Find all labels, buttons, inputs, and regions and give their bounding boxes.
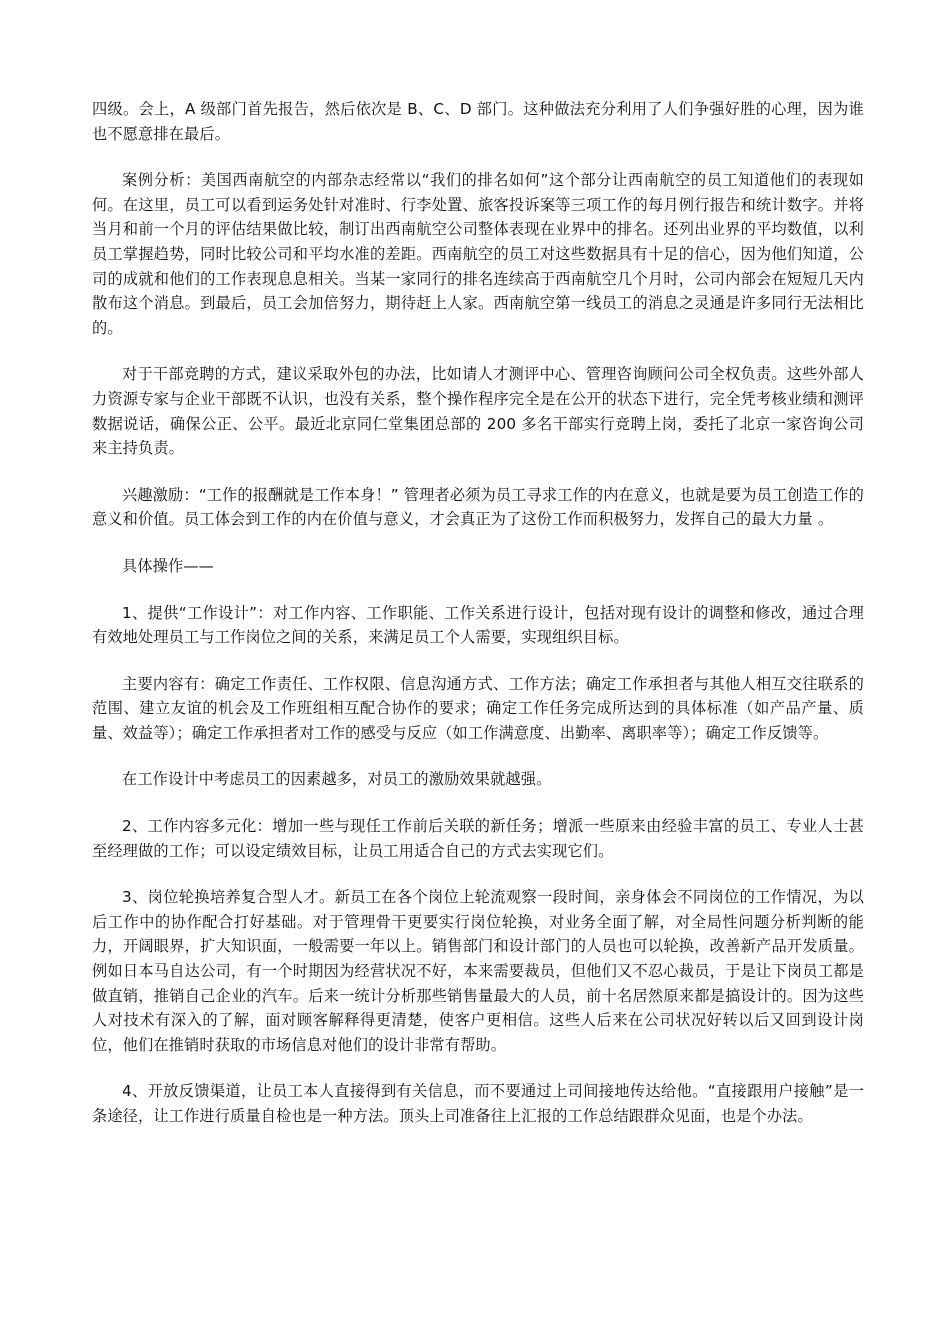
paragraph-design-factors: 在工作设计中考虑员工的因素越多，对员工的激励效果就越强。 — [122, 770, 552, 789]
paragraph-main-content: 主要内容有：确定工作责任、工作权限、信息沟通方式、工作方法；确定工作承担者与其他人相互交往联系的范围、建立友谊的机会及工作班组相互配合协作的要求；确定工作任务完成所达到的具体标准（如产品产量、质量、效益等）；确定工作承担者对工作的感受与反应（如工作满意度、出勤率、离职率等）；确定工作反馈等。 — [92, 674, 864, 742]
paragraph-diversified-work: 2、工作内容多元化：增加一些与现任工作前后关联的新任务；增派一些原来由经验丰富的员工、专业人士甚至经理做的工作；可以设定绩效目标，让员工用适合自己的方式去实现它们。 — [92, 817, 864, 860]
paragraph-cadre-competition: 对于干部竞聘的方式，建议采取外包的办法，比如请人才测评中心、管理咨询顾问公司全权负责。这些外部人力资源专家与企业干部既不认识，也没有关系，整个操作程序完全是在公开的状态下进行，完全凭考核业绩和测评数据说话，确保公正、公平。最近北京同仁堂集团总部的 200 多名干部实行竞聘上岗，委托了北京一家咨询公司来主持负责。 — [92, 365, 864, 458]
paragraph-case-analysis: 案例分析：美国西南航空的内部杂志经常以“我们的排名如何”这个部分让西南航空的员工知道他们的表现如何。在这里，员工可以看到运务处针对准时、行李处置、旅客投诉案等三项工作的每月例行报告和统计数字。并将当月和前一个月的评估结果做比较，制订出西南航空公司整体表现在业界中的排名。还列出业界的平均数值，以利员工掌握趋势，同时比较公司和平均水准的差距。西南航空的员工对这些数据具有十足的信心，因为他们知道，公司的成就和他们的工作表现息息相关。当某一家同行的排名连续高于西南航空几个月时，公司内部会在短短几天内散布这个消息。到最后，员工会加倍努力，期待赶上人家。西南航空第一线员工的消息之灵通是许多同行无法相比的。 — [92, 171, 864, 337]
document-page — [92, 97, 864, 1151]
paragraph-feedback-channels: 4、开放反馈渠道，让员工本人直接得到有关信息，而不要通过上司间接地传达给他。“直接跟用户接触”是一条途径，让工作进行质量自检也是一种方法。顶头上司准备往上汇报的工作总结跟群众见面，也是个办法。 — [92, 1082, 864, 1125]
paragraph-job-rotation: 3、岗位轮换培养复合型人才。新员工在各个岗位上轮流观察一段时间，亲身体会不同岗位的工作情况，为以后工作中的协作配合打好基础。对于管理骨干更要实行岗位轮换，对业务全面了解，对全局性问题分析判断的能力，开阔眼界，扩大知识面，一般需要一年以上。销售部门和设计部门的人员也可以轮换，改善新产品开发质量。例如日本马自达公司，有一个时期因为经营状况不好，本来需要裁员，但他们又不忍心裁员，于是让下岗员工都是做直销，推销自己企业的汽车。后来一统计分析那些销售量最大的人员，前十名居然原来都是搞设计的。因为这些人对技术有深入的了解，面对顾客解释得更清楚，使客户更相信。这些人后来在公司状况好转以后又回到设计岗位，他们在推销时获取的市场信息对他们的设计非常有帮助。 — [92, 888, 864, 1054]
paragraph-interest-motivation: 兴趣激励：“工作的报酬就是工作本身！” 管理者必须为员工寻求工作的内在意义，也就是要为员工创造工作的意义和价值。员工体会到工作的内在价值与意义，才会真正为了这份工作而积极努力，发挥自己的最大力量 。 — [92, 485, 864, 529]
paragraph-ranking-meeting: 四级。会上，A 级部门首先报告，然后依次是 B、C、D 部门。这种做法充分利用了人们争强好胜的心理，因为谁也不愿意排在最后。 — [92, 100, 864, 143]
paragraph-job-design: 1、提供“工作设计”：对工作内容、工作职能、工作关系进行设计，包括对现有设计的调整和修改，通过合理有效地处理员工与工作岗位之间的关系，来满足员工个人需要，实现组织目标。 — [92, 603, 864, 647]
paragraph-specific-operations: 具体操作—— — [122, 556, 215, 575]
